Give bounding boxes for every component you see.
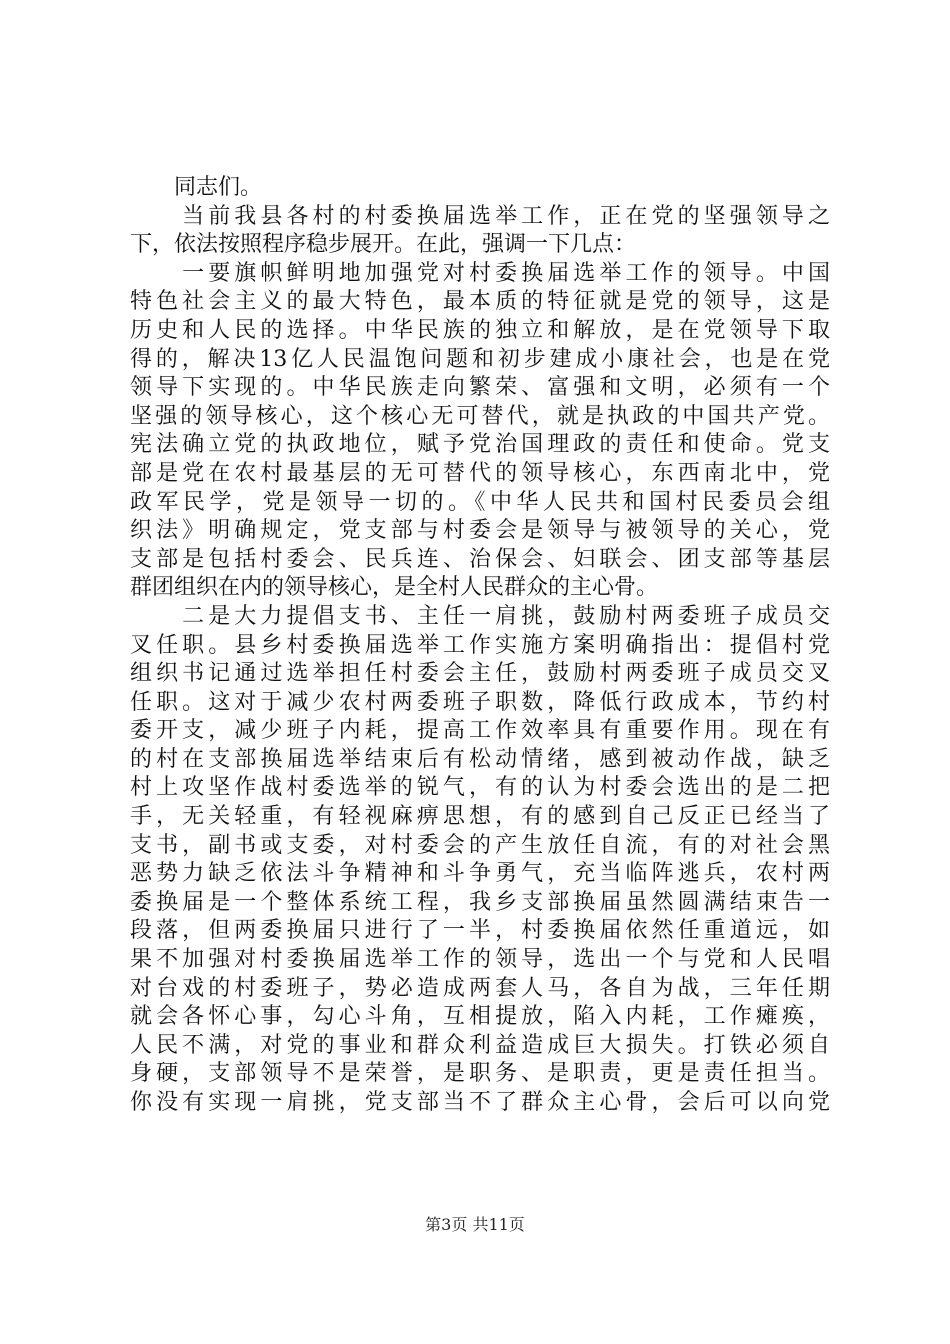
text-line: 人民不满，对党的事业和群众利益造成巨大损失。打铁必须自: [130, 1032, 830, 1058]
text-line: 支书，副书或支委，对村委会的产生放任自流，有的对社会黑: [130, 832, 830, 858]
text-line: 你没有实现一肩挑，党支部当不了群众主心骨，会后可以向党: [130, 1090, 830, 1115]
text-line: 得的，解决13亿人民温饱问题和初步建成小康社会，也是在党: [130, 346, 830, 372]
text-line: 委开支，减少班子内耗，提高工作效率具有重要作用。现在有: [130, 718, 830, 744]
text-line: 手，无关轻重，有轻视麻痹思想，有的感到自己反正已经当了: [130, 804, 830, 830]
text-line: 宪法确立党的执政地位，赋予党治国理政的责任和使命。党支: [130, 432, 830, 458]
text-line: 委换届是一个整体系统工程，我乡支部换届虽然圆满结束告一: [130, 889, 830, 915]
text-line: 对台戏的村委班子，势必造成两套人马，各自为战，三年任期: [130, 975, 830, 1001]
text-line: 身硬，支部领导不是荣誉，是职务、是职责，更是责任担当。: [130, 1061, 830, 1087]
text-line: 段落，但两委换届只进行了一半，村委换届依然任重道远，如: [130, 918, 830, 944]
text-line: 政军民学，党是领导一切的。《中华人民共和国村民委员会组: [130, 489, 830, 515]
text-line: 历史和人民的选择。中华民族的独立和解放，是在党领导下取: [130, 317, 830, 343]
text-line: 群团组织在内的领导核心，是全村人民群众的主心骨。: [130, 575, 659, 601]
text-line: 特色社会主义的最大特色，最本质的特征就是党的领导，这是: [130, 289, 830, 315]
text-line: 果不加强对村委换届选举工作的领导，选出一个与党和人民唱: [130, 947, 830, 973]
text-line: 织法》明确规定，党支部与村委会是领导与被领导的关心，党: [130, 518, 830, 544]
text-line: 同志们。: [130, 175, 263, 200]
text-line: 组织书记通过选举担任村委会主任，鼓励村两委班子成员交叉: [130, 661, 830, 687]
text-line: 二是大力提倡支书、主任一肩挑，鼓励村两委班子成员交: [130, 603, 830, 629]
text-line: 下，依法按照程序稳步展开。在此，强调一下几点：: [130, 232, 637, 258]
text-line: 的村在支部换届选举结束后有松动情绪，感到被动作战，缺乏: [130, 746, 830, 772]
page-footer: 第3页 共11页: [425, 1215, 525, 1234]
text-line: 部是党在农村最基层的无可替代的领导核心，东西南北中，党: [130, 460, 830, 486]
text-line: 就会各怀心事，勾心斗角，互相提放，陷入内耗，工作瘫痪，: [130, 1004, 830, 1030]
text-line: 恶势力缺乏依法斗争精神和斗争勇气，充当临阵逃兵，农村两: [130, 861, 830, 887]
document-body: [130, 174, 830, 1118]
text-line: 坚强的领导核心，这个核心无可替代，就是执政的中国共产党。: [130, 403, 830, 429]
text-line: 任职。这对于减少农村两委班子职数，降低行政成本，节约村: [130, 689, 830, 715]
text-line: 一要旗帜鲜明地加强党对村委换届选举工作的领导。中国: [130, 260, 830, 286]
text-line: 叉任职。县乡村委换届选举工作实施方案明确指出：提倡村党: [130, 632, 830, 658]
text-line: 当前我县各村的村委换届选举工作，正在党的坚强领导之: [130, 203, 830, 229]
text-line: 领导下实现的。中华民族走向繁荣、富强和文明，必须有一个: [130, 375, 830, 401]
text-line: 支部是包括村委会、民兵连、治保会、妇联会、团支部等基层: [130, 546, 830, 572]
text-line: 村上攻坚作战村委选举的锐气，有的认为村委会选出的是二把: [130, 775, 830, 801]
